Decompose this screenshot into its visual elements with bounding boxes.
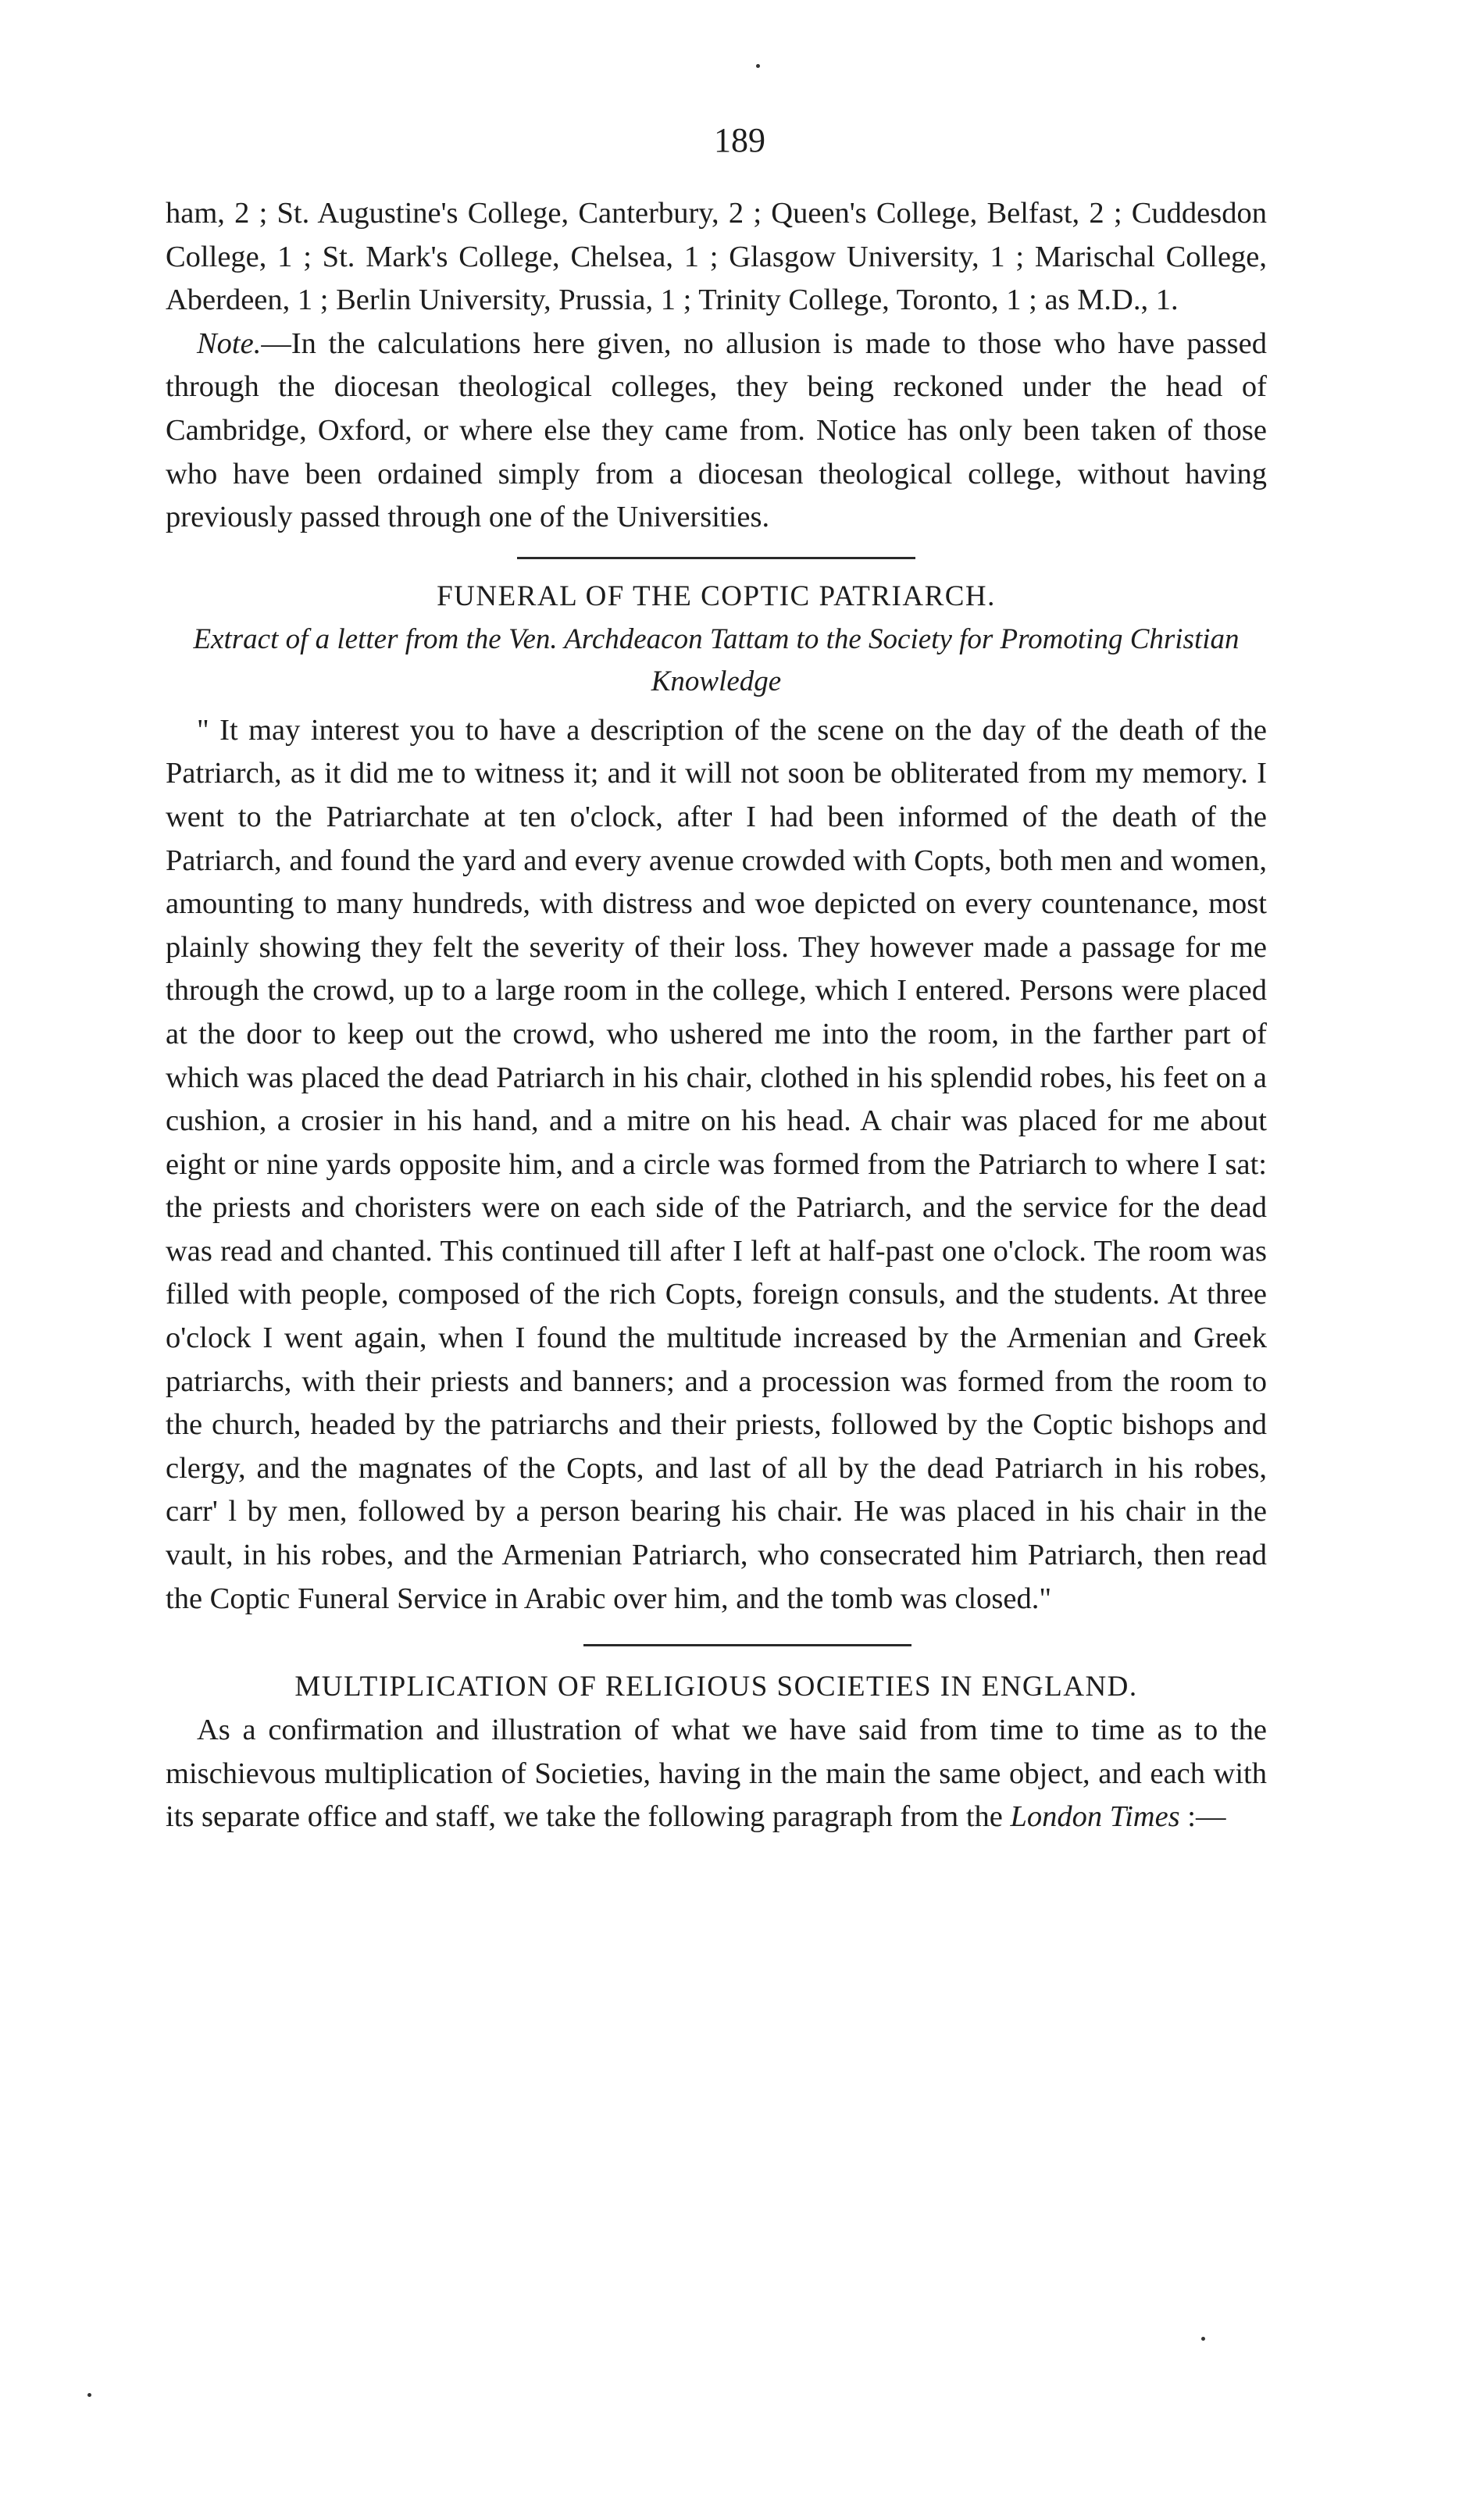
section-divider (583, 1644, 911, 1646)
list-continuation: ham, 2 ; St. Augustine's College, Canterbury, 2 ; Queen's College, Belfast, 2 ; Cuddesdon College, 1 ; St. Mark's College, Chelsea, 1 ; Glasgow University, 1 ; Marischal College, Aberdeen, 1 ; Berlin University, Prussia, 1 ; Trinity College, Toronto, 1 ; as M.D., 1. (166, 197, 1267, 317)
print-speck (87, 2393, 91, 2397)
funeral-subtitle: Extract of a letter from the Ven. Archdeacon Tattam to the Society for Promoting Christian Knowledge (193, 622, 1240, 697)
societies-body-start: As a confirmation and illustration of what we have said from time to time as to the mischievous multiplication of Societies, having in the main the same object, and each with its separate office and staff, we take the following paragraph from the (166, 1714, 1267, 1834)
funeral-section-title: FUNERAL OF THE COPTIC PATRIARCH. (437, 580, 996, 612)
section-divider (517, 557, 915, 559)
print-speck (756, 64, 760, 68)
note-text: —In the calculations here given, no allusion is made to those who have passed through the diocesan theological colleges, they being reckoned under the head of Cambridge, Oxford, or where else they came from. Notice has only been taken of those who have been ordained simply from a diocesan theological college, without having previously passed through one of the Universities. (166, 326, 1267, 534)
societies-section-title: MULTIPLICATION OF RELIGIOUS SOCIETIES IN ENGLAND. (294, 1671, 1138, 1703)
print-speck (1201, 2337, 1205, 2341)
note-label: Note. (197, 326, 262, 360)
societies-body (166, 1709, 1267, 1839)
page-number: 189 (714, 121, 765, 159)
societies-source: London Times (1010, 1800, 1180, 1834)
book-page (166, 117, 1267, 1839)
note-paragraph (166, 323, 1267, 540)
funeral-letter-body: " It may interest you to have a description of the scene on the day of the death of the Patriarch, as it did me to witness it; and it will not soon be obliterated from my memory. I went to the Patriarchate at ten o'clock, after I had been informed of the death of the Patriarch, and found the yard and every avenue crowded with Copts, both men and women, amounting to many hundreds, with distress and woe depicted on every countenance, most plainly showing they felt the severity of their loss. They however made a passage for me through the crowd, up to a large room in the college, which I entered. Persons were placed at the door to keep out the crowd, who ushered me into the room, in the farther part of which was placed the dead Patriarch in his chair, clothed in his splendid robes, his feet on a cushion, a crosier in his hand, and a mitre on his head. A chair was placed for me about eight or nine yards opposite him, and a circle was formed from the Patriarch to where I sat: the priests and choristers were on each side of the Patriarch, and the service for the dead was read and chanted. This continued till after I left at half-past one o'clock. The room was filled with people, composed of the rich Copts, foreign consuls, and the students. At three o'clock I went again, when I found the multitude increased by the Armenian and Greek patriarchs, with their priests and banners; and a procession was formed from the room to the church, headed by the patriarchs and their priests, followed by the Coptic bishops and clergy, and the magnates of the Copts, and last of all by the dead Patriarch in his robes, carr' l by men, followed by a person bearing his chair. He was placed in his chair in the vault, in his robes, and the Armenian Patriarch, who consecrated him Patriarch, then read the Coptic Funeral Service in Arabic over him, and the tomb was closed." (166, 713, 1267, 1615)
societies-body-end: :— (1179, 1800, 1226, 1834)
